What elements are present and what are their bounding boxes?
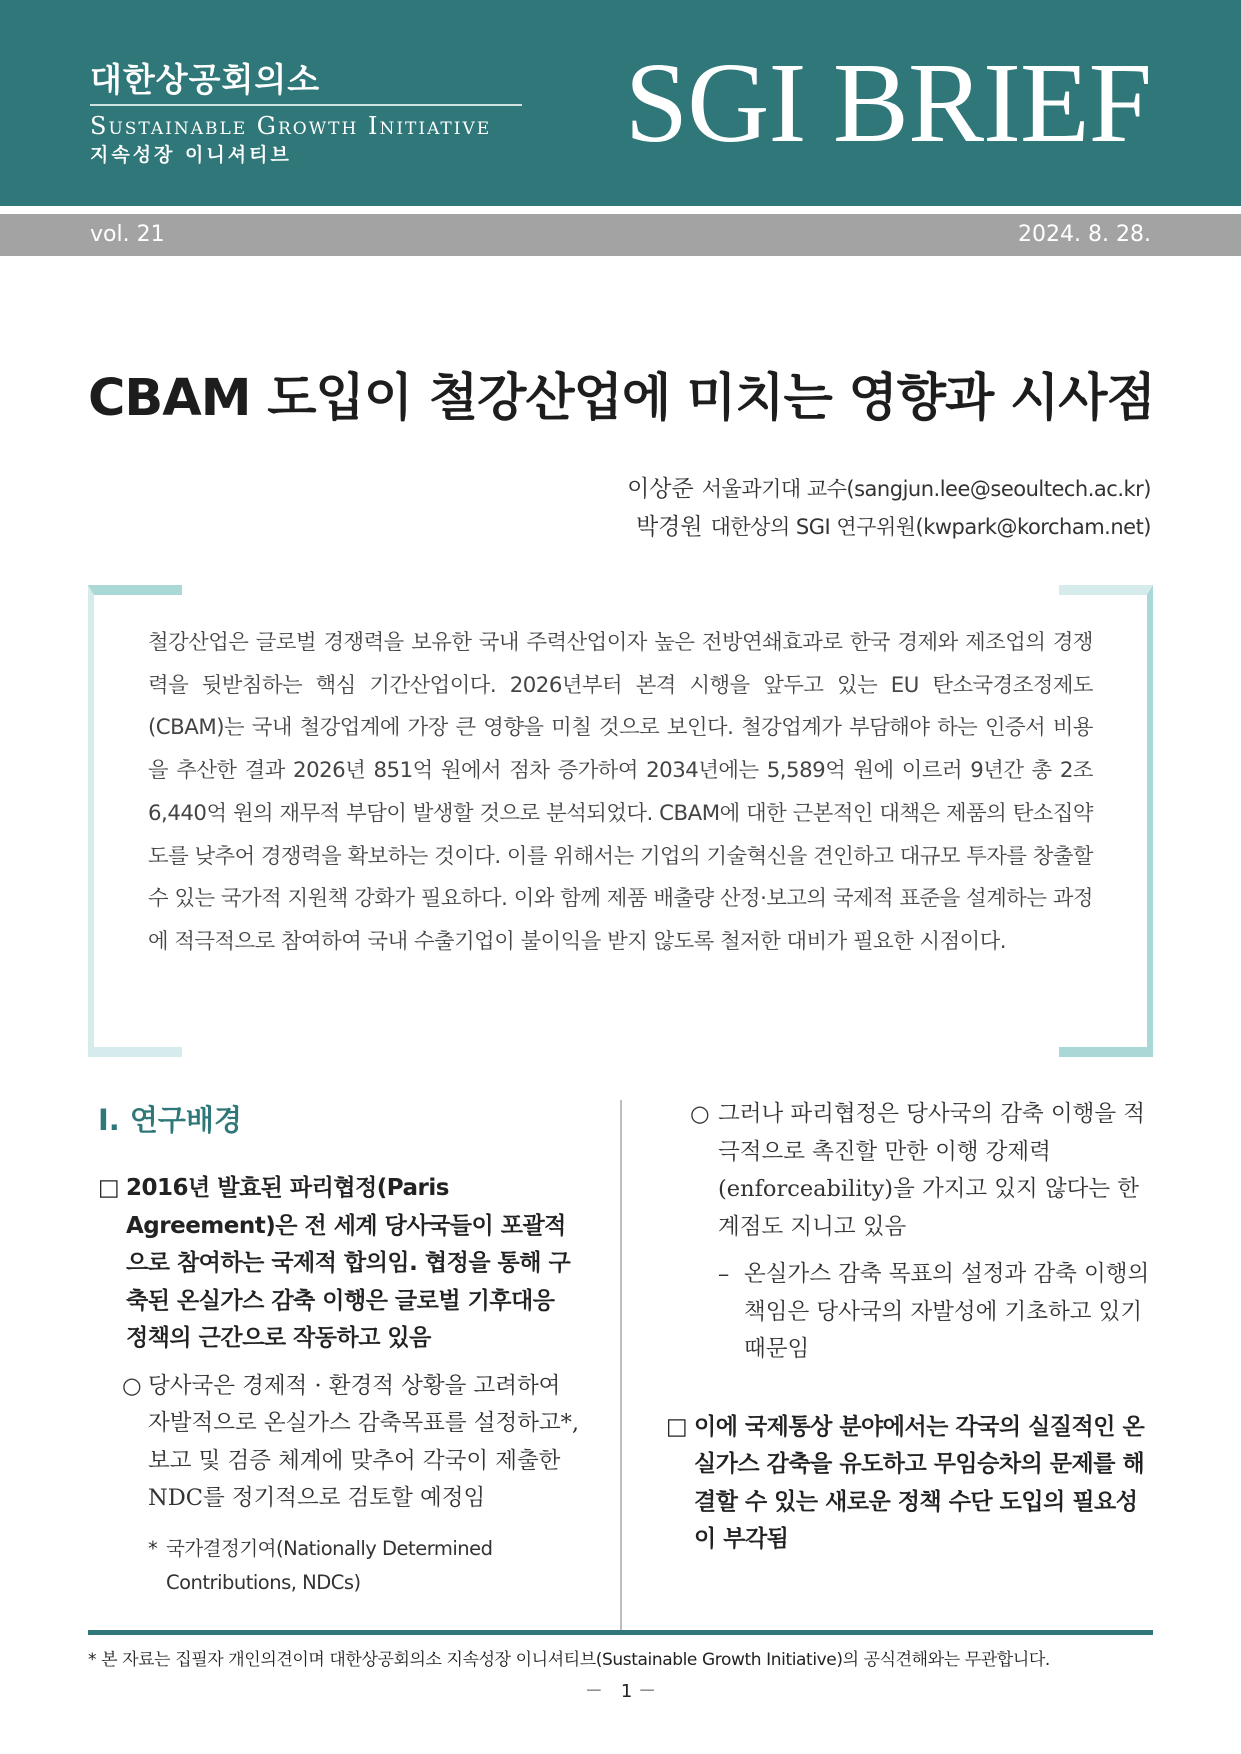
circle-bullet (122, 1368, 580, 1518)
author-line (627, 470, 1151, 503)
issue-bar (0, 214, 1241, 256)
box-bullet-text: 이에 국제통상 분야에서는 각국의 실질적인 온실가스 감축을 유도하고 무임승차의 문제를 해결할 수 있는 새로운 정책 수단 도입의 필요성이 부각됨 (694, 1413, 1145, 1552)
column-divider (620, 1100, 622, 1630)
left-column (98, 1170, 580, 1600)
right-column (666, 1096, 1153, 1559)
dash-bullet-mark: – (718, 1261, 730, 1287)
section-title: Ⅰ. 연구배경 (98, 1103, 242, 1137)
dash-bullet-text: 온실가스 감축 목표의 설정과 감축 이행의 책임은 당사국의 자발성에 기초하고 있기 때문임 (744, 1261, 1150, 1362)
circle-bullet-text: 그러나 파리협정은 당사국의 감축 이행을 적극적으로 촉진할 만한 이행 강제력(enforceability)을 가지고 있지 않다는 한계점도 지니고 있음 (718, 1101, 1145, 1240)
summary-text: 철강산업은 글로벌 경쟁력을 보유한 국내 주력산업이자 높은 전방연쇄효과로 한국 경제와 제조업의 경쟁력을 뒷받침하는 핵심 기간산업이다. 2026년부터 본격 시행을 앞두고 있는 EU 탄소국경조정제도(CBAM)는 국내 철강업계에 가장 큰 영향을 미칠 것으로 보인다. 철강업계가 부담해야 하는 인증서 비용을 추산한 결과 2026년 851억 원에서 점차 증가하여 2034년에는 5,589억 원에 이르러 9년간 총 2조 6,440억 원의 재무적 부담이 발생할 것으로 분석되었다. CBAM에 대한 근본적인 대책은 제품의 탄소집약도를 낮추어 경쟁력을 확보하는 것이다. 이를 위해서는 기업의 기술혁신을 견인하고 대규모 투자를 창출할 수 있는 국가적 지원책 강화가 필요하다. 이와 함께 제품 배출량 산정·보고의 국제적 표준을 설계하는 과정에 적극적으로 참여하여 국내 수출기업이 불이익을 받지 않도록 철저한 대비가 필요한 시점이다. (148, 630, 1093, 954)
page-title: CBAM 도입이 철강산업에 미치는 영향과 시사점 (88, 369, 1155, 428)
author-affiliation: 서울과기대 교수(sangjun.lee@seoultech.ac.kr) (701, 477, 1151, 501)
author-name: 이상준 (627, 476, 694, 502)
circle-bullet-mark: ○ (690, 1101, 710, 1127)
box-bullet-text: 2016년 발효된 파리협정(Paris Agreement)은 전 세계 당사국들이 포괄적으로 참여하는 국제적 합의임. 협정을 통해 구축된 온실가스 감축 이행은 글로벌 기후대응 정책의 근간으로 작동하고 있음 (126, 1175, 571, 1351)
circle-bullet-mark: ○ (122, 1372, 142, 1399)
footnote-item (148, 1532, 496, 1600)
author-name: 박경원 (635, 514, 703, 540)
disclaimer: * 본 자료는 집필자 개인의견이며 대한상공회의소 지속성장 이니셔티브(Sustainable Growth Initiative)의 공식견해와는 무관합니다. (88, 1650, 1050, 1670)
author-affiliation: 대한상의 SGI 연구위원(kwpark@korcham.net) (710, 515, 1151, 539)
issue-date: 2024. 8. 28. (1018, 222, 1151, 247)
brand-title: SGI BRIEF (624, 39, 1151, 166)
box-bullet (666, 1409, 1153, 1559)
circle-bullet (690, 1096, 1153, 1246)
org-divider (90, 104, 522, 106)
org-subname-korean: 지속성장 이니셔티브 (90, 144, 292, 166)
box-bullet-mark: □ (98, 1175, 120, 1201)
volume-label: vol. 21 (90, 222, 165, 247)
author-line (636, 508, 1151, 541)
header-banner (0, 0, 1241, 206)
box-bullet (98, 1170, 580, 1358)
box-bullet-mark: □ (666, 1413, 688, 1440)
org-name-english: Sustainable Growth Initiative (90, 112, 492, 140)
footnote-text: 국가결정기여(Nationally Determined Contributions, NDCs) (166, 1536, 493, 1594)
page-number: － 1 － (584, 1681, 657, 1702)
footnote-mark: * (148, 1536, 158, 1560)
dash-bullet (718, 1256, 1153, 1369)
footer-rule (88, 1630, 1153, 1635)
org-name-korean: 대한상공회의소 (90, 60, 321, 99)
circle-bullet-text: 당사국은 경제적 · 환경적 상황을 고려하여 자발적으로 온실가스 감축목표를 설정하고*, 보고 및 검증 체계에 맞추어 각국이 제출한 NDC를 정기적으로 검토할 예정임 (148, 1372, 580, 1511)
